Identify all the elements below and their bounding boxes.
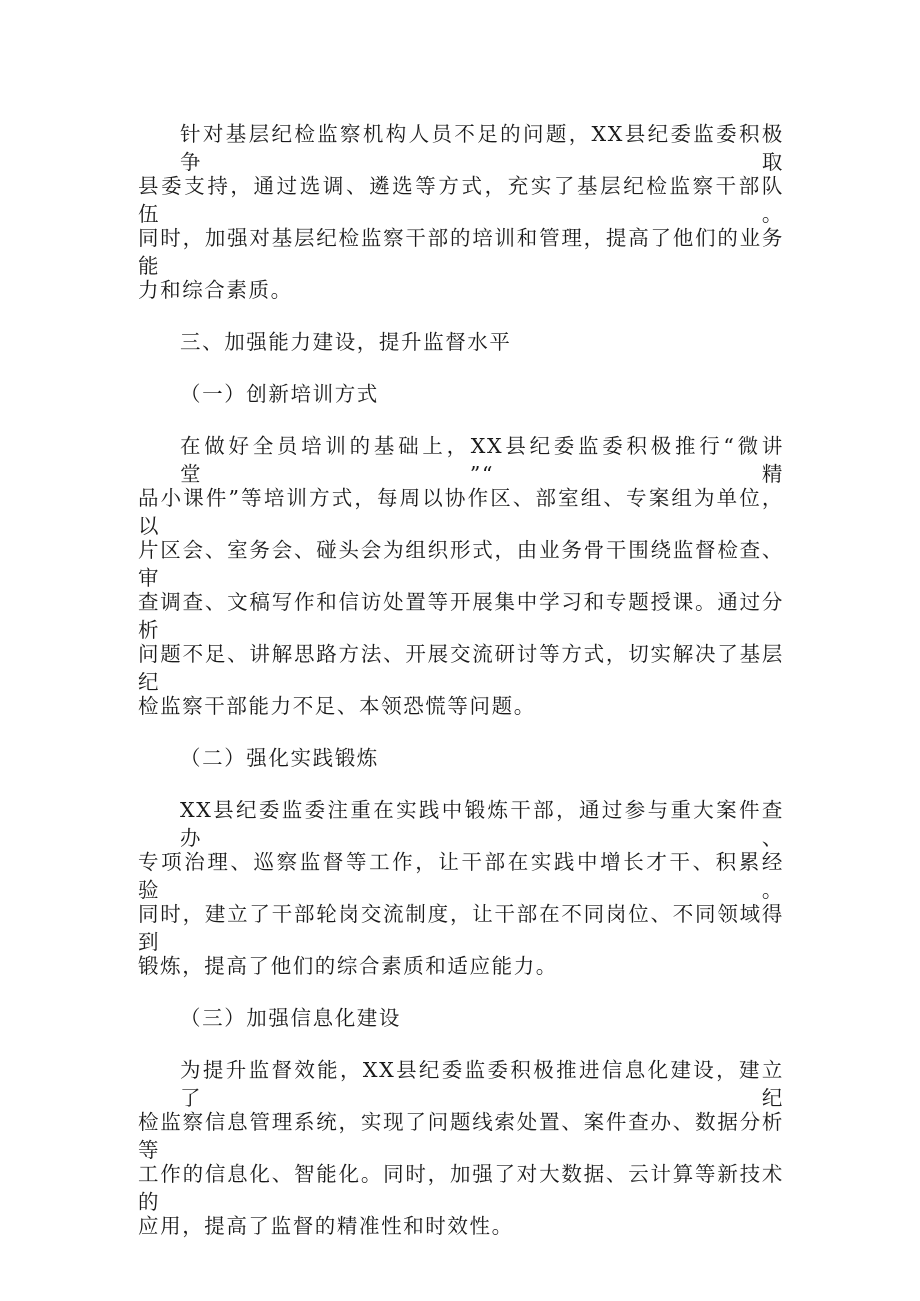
paragraph-2-line-3: 片区会、室务会、碰头会为组织形式，由业务骨干围绕监督检查、审 [138, 538, 784, 590]
paragraph-4-line-1: 为提升监督效能，XX县纪委监委积极推进信息化建设，建立了纪 [180, 1058, 784, 1110]
paragraph-1-line-4: 力和综合素质。 [138, 278, 293, 302]
paragraph-3-line-1: XX县纪委监委注重在实践中锻炼干部，通过参与重大案件查办、 [180, 798, 784, 850]
paragraph-4-line-4: 应用，提高了监督的精准性和时效性。 [138, 1214, 514, 1238]
paragraph-3-line-2: 专项治理、巡察监督等工作，让干部在实践中增长才干、积累经验。 [138, 850, 784, 902]
paragraph-2-line-6: 检监察干部能力不足、本领恐慌等问题。 [138, 694, 536, 718]
paragraph-4-line-2: 检监察信息管理系统，实现了问题线索处置、案件查办、数据分析等 [138, 1110, 784, 1162]
paragraph-2-line-1: 在做好全员培训的基础上，XX县纪委监委积极推行“微讲堂”“精 [180, 434, 784, 486]
subheading-1: （一）创新培训方式 [180, 382, 379, 406]
paragraph-2-line-2: 品小课件”等培训方式，每周以协作区、部室组、专案组为单位，以 [138, 486, 784, 538]
section-heading: 三、加强能力建设，提升监督水平 [180, 330, 512, 354]
paragraph-3-line-4: 锻炼，提高了他们的综合素质和适应能力。 [138, 954, 558, 978]
paragraph-2-line-5: 问题不足、讲解思路方法、开展交流研讨等方式，切实解决了基层纪 [138, 642, 784, 694]
paragraph-1-line-2: 县委支持，通过选调、遴选等方式，充实了基层纪检监察干部队伍。 [138, 174, 784, 226]
subheading-2: （二）强化实践锻炼 [180, 746, 379, 770]
subheading-3: （三）加强信息化建设 [180, 1006, 401, 1030]
paragraph-4-line-3: 工作的信息化、智能化。同时，加强了对大数据、云计算等新技术的 [138, 1162, 784, 1214]
paragraph-2-line-4: 查调查、文稿写作和信访处置等开展集中学习和专题授课。通过分析 [138, 590, 784, 642]
paragraph-1-line-3: 同时，加强对基层纪检监察干部的培训和管理，提高了他们的业务能 [138, 226, 784, 278]
paragraph-3-line-3: 同时，建立了干部轮岗交流制度，让干部在不同岗位、不同领域得到 [138, 902, 784, 954]
paragraph-1-line-1: 针对基层纪检监察机构人员不足的问题，XX县纪委监委积极争取 [180, 122, 784, 174]
